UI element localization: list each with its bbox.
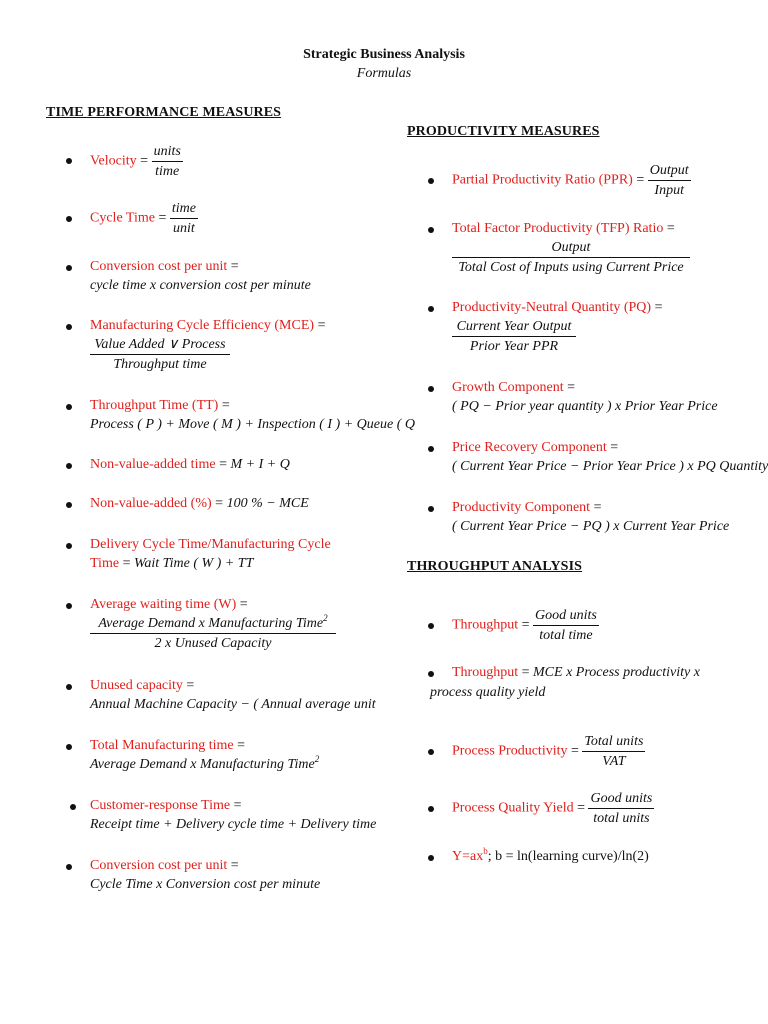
formula-price-recovery xyxy=(452,440,768,475)
formula-growth xyxy=(452,380,718,415)
bullet xyxy=(428,749,434,755)
numerator: Output xyxy=(648,162,691,181)
formula-text: 100 % − MCE xyxy=(226,496,309,511)
bullet xyxy=(428,806,434,812)
label-avg-wait: Average waiting time (W) xyxy=(90,597,237,612)
bullet xyxy=(66,684,72,690)
label-customer-response: Customer-response Time xyxy=(90,798,231,813)
denominator: VAT xyxy=(602,754,626,769)
equals: = xyxy=(590,500,602,515)
formula-avg-wait xyxy=(90,597,336,653)
denominator: total units xyxy=(593,811,650,826)
equals: = xyxy=(518,665,534,680)
bullet xyxy=(66,864,72,870)
formula-throughput-2 xyxy=(452,665,700,681)
label-conversion-cost: Conversion cost per unit xyxy=(90,259,228,274)
equals: = xyxy=(563,380,576,395)
bullet xyxy=(428,855,434,861)
formula-unused-capacity xyxy=(90,678,376,713)
label-velocity: Velocity xyxy=(90,153,137,169)
bullet xyxy=(66,603,72,609)
fraction xyxy=(452,318,576,356)
formula-throughput-time xyxy=(90,398,415,433)
bullet xyxy=(66,543,72,549)
fraction xyxy=(588,790,654,827)
bullet xyxy=(66,502,72,508)
fraction xyxy=(170,200,198,237)
formula-text: Wait Time ( W ) + TT xyxy=(133,556,254,571)
equals: = xyxy=(606,440,619,455)
formula-text: Process ( P ) + Move ( M ) + Inspection ( I ) + Queue ( Q xyxy=(90,417,415,432)
bullet xyxy=(428,506,434,512)
fraction xyxy=(90,615,336,653)
bullet xyxy=(66,158,72,164)
equals: = xyxy=(227,858,239,873)
formula-text: cycle time x conversion cost per minute xyxy=(90,278,311,293)
formula-nva-pct xyxy=(90,496,309,512)
label-pq: Productivity-Neutral Quantity (PQ) xyxy=(452,300,652,315)
formula-text: Cycle Time x Conversion cost per minute xyxy=(90,877,321,892)
formula-conversion-cost-2 xyxy=(90,858,320,893)
heading-throughput-analysis: THROUGHPUT ANALYSIS xyxy=(407,559,583,574)
numerator: units xyxy=(152,143,183,162)
bullet xyxy=(66,744,72,750)
equals: = xyxy=(663,221,675,236)
equals: = xyxy=(230,798,242,813)
equals: = xyxy=(567,743,583,759)
bullet xyxy=(66,216,72,222)
formula-productivity-component xyxy=(452,500,729,535)
label-productivity-component: Productivity Component xyxy=(452,500,591,515)
label-conversion-cost-2: Conversion cost per unit xyxy=(90,858,228,873)
superscript: b xyxy=(483,846,488,856)
bullet xyxy=(428,623,434,629)
denominator: Throughput time xyxy=(113,357,207,372)
equals: = xyxy=(236,597,248,612)
formula-conversion-cost xyxy=(90,259,311,294)
label-throughput: Throughput xyxy=(452,617,519,633)
formula-throughput xyxy=(452,607,599,644)
label-nva-pct: Non-value-added (%) xyxy=(90,496,212,511)
formula-text-cont: process quality yield xyxy=(430,685,546,700)
formula-process-quality-yield xyxy=(452,790,654,827)
numerator: Total units xyxy=(582,733,645,752)
equals: = xyxy=(119,556,134,571)
equals: = xyxy=(518,617,534,633)
denominator: total time xyxy=(539,628,593,643)
equals: = xyxy=(136,153,152,169)
formula-mce xyxy=(90,318,325,374)
bullet xyxy=(428,446,434,452)
label-process-productivity: Process Productivity xyxy=(452,743,568,759)
denominator: unit xyxy=(173,221,195,236)
formula-text: ( Current Year Price − Prior Year Price ) x PQ Quantity xyxy=(452,459,768,474)
formula-text: ; b = ln(learning curve)/ln(2) xyxy=(487,849,649,864)
numerator: Value Added ∨ Process xyxy=(90,336,230,355)
formula-learning-curve xyxy=(452,846,649,865)
equals: = xyxy=(218,398,230,413)
formula-velocity xyxy=(90,143,183,180)
fraction xyxy=(452,239,690,277)
label-throughput-2: Throughput xyxy=(452,665,519,680)
fraction xyxy=(533,607,599,644)
fraction xyxy=(582,733,645,770)
superscript: 2 xyxy=(323,613,328,623)
equals: = xyxy=(233,738,246,753)
bullet xyxy=(428,671,434,677)
label-unused-capacity: Unused capacity xyxy=(90,678,183,693)
formula-text: Annual Machine Capacity − ( Annual average unit xyxy=(90,697,376,712)
label-delivery-cycle-cont: Time xyxy=(90,556,120,571)
label-growth: Growth Component xyxy=(452,380,564,395)
formula-text: ( PQ − Prior year quantity ) x Prior Year Price xyxy=(452,399,718,414)
formula-customer-response xyxy=(90,798,376,833)
equals: = xyxy=(573,800,589,816)
label-delivery-cycle: Delivery Cycle Time/Manufacturing Cycle xyxy=(90,537,331,552)
fraction xyxy=(90,336,230,374)
label-throughput-time: Throughput Time (TT) xyxy=(90,398,219,413)
denominator: Total Cost of Inputs using Current Price xyxy=(458,260,684,275)
denominator: time xyxy=(155,164,180,179)
label-learning-curve xyxy=(452,846,488,864)
bullet xyxy=(66,404,72,410)
numerator xyxy=(90,615,336,634)
formula-cycle-time xyxy=(90,200,198,237)
formula-pq xyxy=(452,300,662,356)
bullet xyxy=(66,463,72,469)
fraction xyxy=(648,162,691,199)
formula-text xyxy=(90,754,320,773)
label-tfp: Total Factor Productivity (TFP) Ratio xyxy=(452,221,664,236)
formula-delivery-cycle xyxy=(90,537,331,572)
formula-tfp xyxy=(452,221,690,277)
equals: = xyxy=(215,457,231,472)
equals: = xyxy=(227,259,239,274)
denominator: 2 x Unused Capacity xyxy=(154,636,272,651)
bullet xyxy=(70,804,76,810)
equals: = xyxy=(154,210,170,226)
formula-ppr xyxy=(452,162,691,199)
document-title: Strategic Business Analysis xyxy=(303,47,465,62)
bullet xyxy=(66,324,72,330)
superscript: 2 xyxy=(314,754,320,764)
formula-process-productivity xyxy=(452,733,645,770)
formula-text: Receipt time + Delivery cycle time + Delivery time xyxy=(90,817,377,832)
label-process-quality-yield: Process Quality Yield xyxy=(452,800,574,816)
label-mce: Manufacturing Cycle Efficiency (MCE) xyxy=(90,318,315,333)
heading-productivity: PRODUCTIVITY MEASURES xyxy=(407,124,600,139)
numerator: Good units xyxy=(588,790,654,809)
equals: = xyxy=(632,172,648,188)
numerator: time xyxy=(170,200,198,219)
numerator: Good units xyxy=(533,607,599,626)
fraction xyxy=(152,143,183,180)
formula-text: M + I + Q xyxy=(230,457,290,472)
equals: = xyxy=(182,678,195,693)
label-learning-text: Y=ax xyxy=(452,849,484,864)
heading-time-performance: TIME PERFORMANCE MEASURES xyxy=(46,105,282,120)
label-ppr: Partial Productivity Ratio (PPR) xyxy=(452,172,633,188)
formula-text: MCE x Process productivity x xyxy=(533,665,700,680)
denominator: Input xyxy=(654,183,684,198)
denominator: Prior Year PPR xyxy=(469,339,559,354)
equals: = xyxy=(314,318,326,333)
label-price-recovery: Price Recovery Component xyxy=(452,440,607,455)
equals: = xyxy=(211,496,227,511)
label-nva-time: Non-value-added time xyxy=(90,457,216,472)
formula-total-mfg xyxy=(90,738,319,773)
equals: = xyxy=(651,300,663,315)
label-total-mfg: Total Manufacturing time xyxy=(90,738,234,753)
formula-nva-time xyxy=(90,457,290,473)
numerator: Output xyxy=(452,239,690,258)
bullet xyxy=(428,227,434,233)
formula-main: Average Demand x Manufacturing Time xyxy=(90,757,315,772)
bullet xyxy=(66,265,72,271)
numerator-text: Average Demand x Manufacturing Time xyxy=(98,616,324,631)
label-cycle-time: Cycle Time xyxy=(90,210,155,226)
bullet xyxy=(428,306,434,312)
formula-text: ( Current Year Price − PQ ) x Current Year Price xyxy=(452,519,730,534)
numerator: Current Year Output xyxy=(452,318,576,337)
bullet xyxy=(428,386,434,392)
bullet xyxy=(428,178,434,184)
document-subtitle: Formulas xyxy=(356,66,412,81)
